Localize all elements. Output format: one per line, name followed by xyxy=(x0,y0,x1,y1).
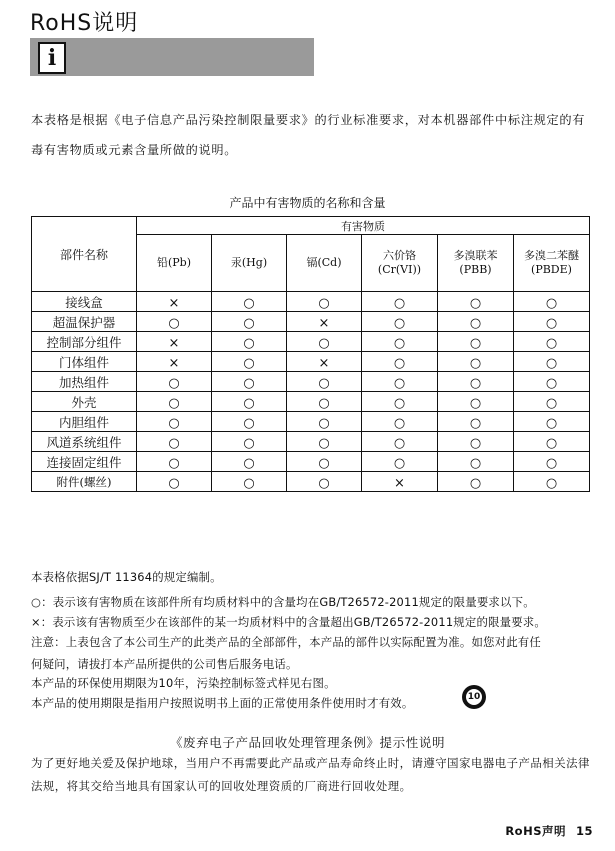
substance-value-cell xyxy=(212,372,287,392)
substance-value-cell xyxy=(287,292,362,312)
table-row xyxy=(32,472,590,492)
cross-mark: × xyxy=(318,356,330,371)
substance-value-cell xyxy=(438,352,514,372)
circle-mark: ○ xyxy=(545,296,558,311)
circle-mark: ○ xyxy=(469,456,482,471)
substance-value-cell xyxy=(287,412,362,432)
circle-mark: ○ xyxy=(545,376,558,391)
table-row xyxy=(32,292,590,312)
substance-value-cell xyxy=(137,292,212,312)
circle-mark: ○ xyxy=(243,396,255,411)
substance-value-cell xyxy=(137,452,212,472)
substance-value-cell xyxy=(212,432,287,452)
circle-mark: ○ xyxy=(168,416,180,431)
part-name-cell: 风道系统组件 xyxy=(32,432,137,452)
circle-mark: ○ xyxy=(318,296,330,311)
circle-mark: ○ xyxy=(318,456,330,471)
substance-value-cell xyxy=(287,392,362,412)
circle-mark: ○ xyxy=(393,316,406,331)
circle-mark: ○ xyxy=(243,356,255,371)
circle-mark: ○ xyxy=(469,336,482,351)
substance-value-cell xyxy=(362,432,438,452)
hazardous-substance-table xyxy=(31,216,590,492)
table-row xyxy=(32,452,590,472)
substance-value-cell xyxy=(362,452,438,472)
circle-mark: ○ xyxy=(243,456,255,471)
substance-value-cell xyxy=(212,332,287,352)
substance-column-header: 多溴联苯 (PBB) xyxy=(438,235,514,292)
circle-mark: ○ xyxy=(168,476,180,491)
table-row xyxy=(32,392,590,412)
circle-mark: ○ xyxy=(243,336,255,351)
circle-mark: ○ xyxy=(243,436,255,451)
substance-value-cell xyxy=(212,352,287,372)
substance-value-cell xyxy=(514,332,590,352)
circle-mark: ○ xyxy=(545,336,558,351)
circle-mark: ○ xyxy=(243,476,255,491)
circle-mark: ○ xyxy=(168,376,180,391)
circle-mark: ○ xyxy=(243,376,255,391)
substance-column-header: 多溴二苯醚 (PBDE) xyxy=(514,235,590,292)
attention-note-line1: 注意：上表包含了本公司生产的此类产品的全部部件，本产品的部件以实际配置为准。如您对此有任 xyxy=(31,635,541,649)
info-icon-letter: i xyxy=(47,45,57,71)
cross-mark: × xyxy=(318,316,330,331)
circle-mark: ○ xyxy=(318,416,330,431)
part-name-cell: 接线盒 xyxy=(32,292,137,312)
circle-mark: ○ xyxy=(168,436,180,451)
hazardous-group-header: 有害物质 xyxy=(137,217,590,235)
substance-value-cell xyxy=(287,432,362,452)
substance-value-cell xyxy=(514,372,590,392)
circle-mark: ○ xyxy=(393,436,406,451)
circle-mark: ○ xyxy=(393,296,406,311)
part-name-cell: 超温保护器 xyxy=(32,312,137,332)
circle-mark: ○ xyxy=(545,416,558,431)
circle-mark: ○ xyxy=(318,436,330,451)
standard-note: 本表格依据SJ/T 11364的规定编制。 xyxy=(31,570,222,584)
footer-label: RoHS声明 xyxy=(505,824,566,838)
substance-value-cell xyxy=(438,412,514,432)
substance-value-cell xyxy=(514,292,590,312)
substance-value-cell xyxy=(212,452,287,472)
substance-value-cell xyxy=(137,392,212,412)
attention-note-line2: 何疑问，请拔打本产品所提供的公司售后服务电话。 xyxy=(31,657,298,671)
circle-mark: ○ xyxy=(469,476,482,491)
substance-value-cell xyxy=(438,312,514,332)
part-name-cell: 控制部分组件 xyxy=(32,332,137,352)
substance-value-cell xyxy=(438,472,514,492)
pollution-control-years: 10 xyxy=(467,692,481,702)
part-name-header: 部件名称 xyxy=(32,217,137,292)
table-row xyxy=(32,352,590,372)
part-name-cell: 外壳 xyxy=(32,392,137,412)
circle-mark: ○ xyxy=(168,456,180,471)
info-icon xyxy=(38,42,66,74)
substance-value-cell xyxy=(514,452,590,472)
substance-value-cell xyxy=(438,372,514,392)
circle-mark: ○ xyxy=(545,356,558,371)
circle-mark: ○ xyxy=(545,316,558,331)
substance-value-cell xyxy=(137,412,212,432)
substance-value-cell xyxy=(514,392,590,412)
substance-value-cell xyxy=(362,392,438,412)
cross-mark: × xyxy=(168,296,180,311)
substance-value-cell xyxy=(362,292,438,312)
part-name-cell: 加热组件 xyxy=(32,372,137,392)
circle-mark: ○ xyxy=(469,296,482,311)
substance-value-cell xyxy=(287,312,362,332)
circle-mark: ○ xyxy=(469,416,482,431)
substance-value-cell xyxy=(362,372,438,392)
cross-mark: × xyxy=(168,356,180,371)
substance-value-cell xyxy=(362,332,438,352)
substance-value-cell xyxy=(362,312,438,332)
substance-value-cell xyxy=(212,312,287,332)
environmental-period-note: 本产品的环保使用期限为10年，污染控制标签式样见右图。 xyxy=(31,676,336,690)
recycle-title: 《废弃电子产品回收处理管理条例》提示性说明 xyxy=(169,735,446,750)
part-name-cell: 连接固定组件 xyxy=(32,452,137,472)
substance-value-cell xyxy=(137,332,212,352)
circle-mark: ○ xyxy=(393,376,406,391)
substance-value-cell xyxy=(287,372,362,392)
circle-mark: ○ xyxy=(469,396,482,411)
usage-period-note: 本产品的使用期限是指用户按照说明书上面的正常使用条件使用时才有效。 xyxy=(31,696,414,710)
substance-value-cell xyxy=(287,452,362,472)
circle-mark: ○ xyxy=(469,436,482,451)
substance-value-cell xyxy=(438,332,514,352)
circle-mark: ○ xyxy=(243,416,255,431)
table-row xyxy=(32,372,590,392)
substance-value-cell xyxy=(362,472,438,492)
circle-mark: ○ xyxy=(545,456,558,471)
cross-legend-note: ×：表示该有害物质至少在该部件的某一均质材料中的含量超出GB/T26572-2011规定的限量要求。 xyxy=(31,615,546,629)
circle-mark: ○ xyxy=(469,376,482,391)
pollution-control-label-icon xyxy=(462,685,486,709)
circle-mark: ○ xyxy=(318,376,330,391)
circle-mark: ○ xyxy=(393,356,406,371)
circle-legend-note: ○：表示该有害物质在该部件所有均质材料中的含量均在GB/T26572-2011规定的限量要求以下。 xyxy=(31,595,535,609)
table-row xyxy=(32,332,590,352)
circle-mark: ○ xyxy=(545,476,558,491)
substance-value-cell xyxy=(212,412,287,432)
info-banner xyxy=(30,38,314,76)
substance-column-header: 镉(Cd) xyxy=(287,235,362,292)
substance-value-cell xyxy=(137,432,212,452)
circle-mark: ○ xyxy=(318,476,330,491)
circle-mark: ○ xyxy=(393,396,406,411)
circle-mark: ○ xyxy=(545,436,558,451)
substance-value-cell xyxy=(137,472,212,492)
substance-value-cell xyxy=(137,312,212,332)
part-name-cell: 附件(螺丝) xyxy=(32,472,137,492)
substance-column-header: 汞(Hg) xyxy=(212,235,287,292)
substance-value-cell xyxy=(212,392,287,412)
page-footer xyxy=(505,823,593,839)
table-row xyxy=(32,432,590,452)
table-row xyxy=(32,312,590,332)
circle-mark: ○ xyxy=(318,336,330,351)
page-title: RoHS说明 xyxy=(30,11,139,36)
part-name-cell: 门体组件 xyxy=(32,352,137,372)
circle-mark: ○ xyxy=(469,316,482,331)
circle-mark: ○ xyxy=(393,416,406,431)
circle-mark: ○ xyxy=(243,296,255,311)
substance-value-cell xyxy=(362,412,438,432)
circle-mark: ○ xyxy=(545,396,558,411)
substance-value-cell xyxy=(212,292,287,312)
substance-value-cell xyxy=(514,312,590,332)
circle-mark: ○ xyxy=(168,316,180,331)
substance-value-cell xyxy=(362,352,438,372)
substance-value-cell xyxy=(137,352,212,372)
substance-value-cell xyxy=(514,412,590,432)
substance-value-cell xyxy=(514,472,590,492)
page-number: 15 xyxy=(575,824,593,838)
substance-value-cell xyxy=(438,452,514,472)
circle-mark: ○ xyxy=(168,396,180,411)
substance-value-cell xyxy=(438,432,514,452)
substance-column-header: 铅(Pb) xyxy=(137,235,212,292)
substance-value-cell xyxy=(514,432,590,452)
substance-value-cell xyxy=(438,292,514,312)
substance-value-cell xyxy=(287,352,362,372)
circle-mark: ○ xyxy=(393,456,406,471)
substance-value-cell xyxy=(287,472,362,492)
table-caption: 产品中有害物质的名称和含量 xyxy=(229,196,386,210)
substance-value-cell xyxy=(514,352,590,372)
substance-value-cell xyxy=(438,392,514,412)
cross-mark: × xyxy=(168,336,180,351)
circle-mark: ○ xyxy=(393,336,406,351)
cross-mark: × xyxy=(394,476,405,491)
circle-mark: ○ xyxy=(469,356,482,371)
circle-mark: ○ xyxy=(318,396,330,411)
intro-paragraph: 本表格是根据《电子信息产品污染控制限量要求》的行业标准要求，对本机器部件中标注规定的有毒有害物质或元素含量所做的说明。 xyxy=(31,113,586,157)
part-name-cell: 内胆组件 xyxy=(32,412,137,432)
recycle-body: 为了更好地关爱及保护地球，当用户不再需要此产品或产品寿命终止时，请遵守国家电器电子产品相关法律法规，将其交给当地具有国家认可的回收处理资质的厂商进行回收处理。 xyxy=(31,756,590,793)
substance-column-header: 六价铬 (Cr(VI)) xyxy=(362,235,438,292)
substance-value-cell xyxy=(212,472,287,492)
substance-value-cell xyxy=(137,372,212,392)
table-row xyxy=(32,412,590,432)
circle-mark: ○ xyxy=(243,316,255,331)
substance-value-cell xyxy=(287,332,362,352)
